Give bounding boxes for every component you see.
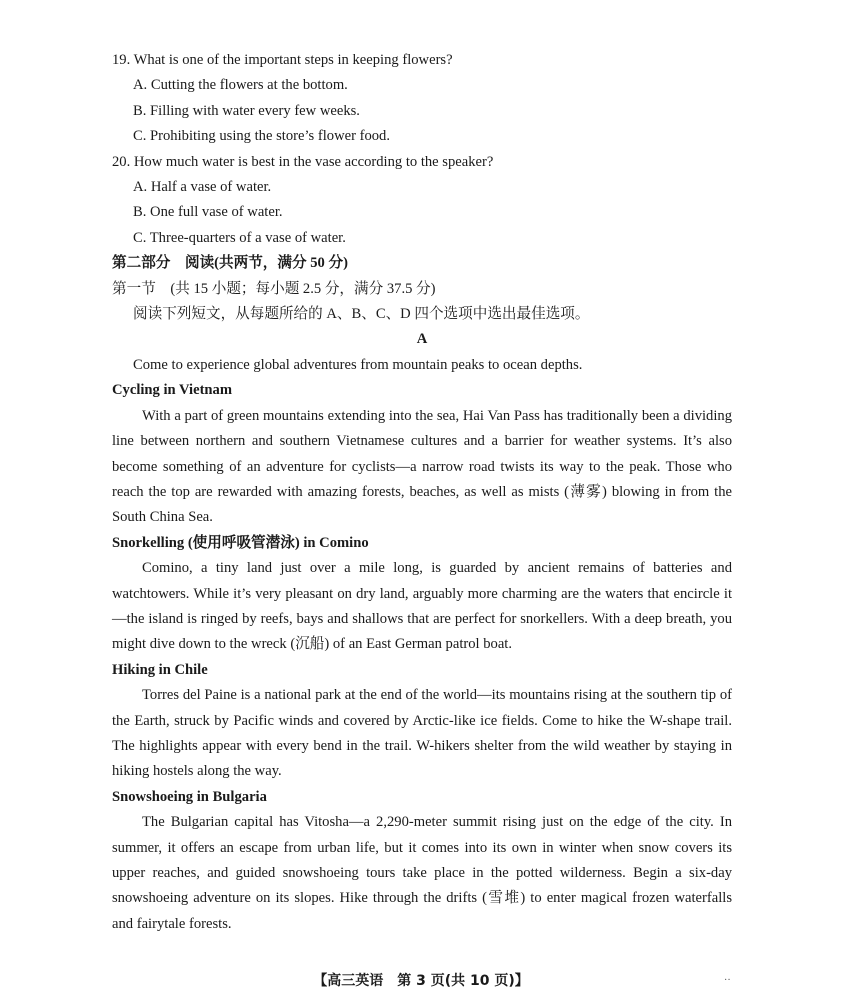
option-a: A. Cutting the flowers at the bottom. [133,77,348,94]
section-title: 第一节 (共 15 小题；每小题 2.5 分，满分 37.5 分) [112,280,436,297]
part-title: 第二部分 阅读(共两节，满分 50 分) [112,255,348,272]
corner-mark: ·· [724,975,731,986]
article-hiking [112,658,732,785]
passage-intro: Come to experience global adventures from mountain peaks to ocean depths. [133,356,583,373]
article-heading: Cycling in Vietnam [112,382,232,399]
article-body: Comino, a tiny land just over a mile long, is guarded by ancient remains of batteries and watchtowers. While it’s very pleasant on dry land, arguably more charming are the waters that encircle it—the island is ringed by reefs, bays and shallows that are perfect for snorkellers. With a deep breath, you might dive down to the wreck (沉船) of an East German patrol boat. [112,560,732,653]
question-stem: 20. How much water is best in the vase according to the speaker? [112,153,494,170]
option-a: A. Half a vase of water. [133,179,272,196]
article-body: With a part of green mountains extending into the sea, Hai Van Pass has traditionally been a dividing line between northern and southern Vietnamese cultures and a barrier for weather systems. It’s also become something of an adventure for cyclists—a narrow road twists its way to the peak. Those who reach the top are rewarded with amazing forests, beaches, as well as mists (薄雾) blowing in from the South China Sea. [112,407,732,526]
article-snowshoeing [112,785,732,937]
article-heading: Snorkelling (使用呼吸管潜泳) in Comino [112,534,369,551]
article-cycling [112,378,732,530]
passage-label: A [416,331,428,348]
page-footer: 【高三英语 第 3 页(共 10 页)】 [313,973,529,989]
instruction: 阅读下列短文，从每题所给的 A、B、C、D 四个选项中选出最佳选项。 [133,306,590,323]
option-c: C. Three-quarters of a vase of water. [133,229,346,246]
article-heading: Hiking in Chile [112,661,208,678]
article-heading: Snowshoeing in Bulgaria [112,788,267,805]
option-b: B. Filling with water every few weeks. [133,102,360,119]
question-stem: 19. What is one of the important steps in keeping flowers? [112,52,453,68]
option-c: C. Prohibiting using the store’s flower food. [133,128,390,145]
article-snorkelling [112,531,732,658]
question-19 [112,48,732,150]
question-20 [112,150,732,252]
article-body: Torres del Paine is a national park at the end of the world—its mountains rising at the southern tip of the Earth, struck by Pacific winds and covered by Arctic-like ice fields. Come to hike the W-shape trail. The highlights appear with every bend in the trail. W-hikers shelter from the wild weather by staying in hiking hostels along the way. [112,687,732,780]
option-b: B. One full vase of water. [133,204,283,221]
page-content [112,48,732,937]
article-body: The Bulgarian capital has Vitosha—a 2,290-meter summit rising just on the edge of the city. In summer, it offers an escape from urban life, but it comes into its own in winter when snow covers its upper reaches, and guided snowshoeing tours take place in the potted wilderness. Begin a six-day snowshoeing adventure on its slopes. Hike through the drifts (雪堆) to enter magical frozen waterfalls and fairytale forests. [112,814,732,932]
